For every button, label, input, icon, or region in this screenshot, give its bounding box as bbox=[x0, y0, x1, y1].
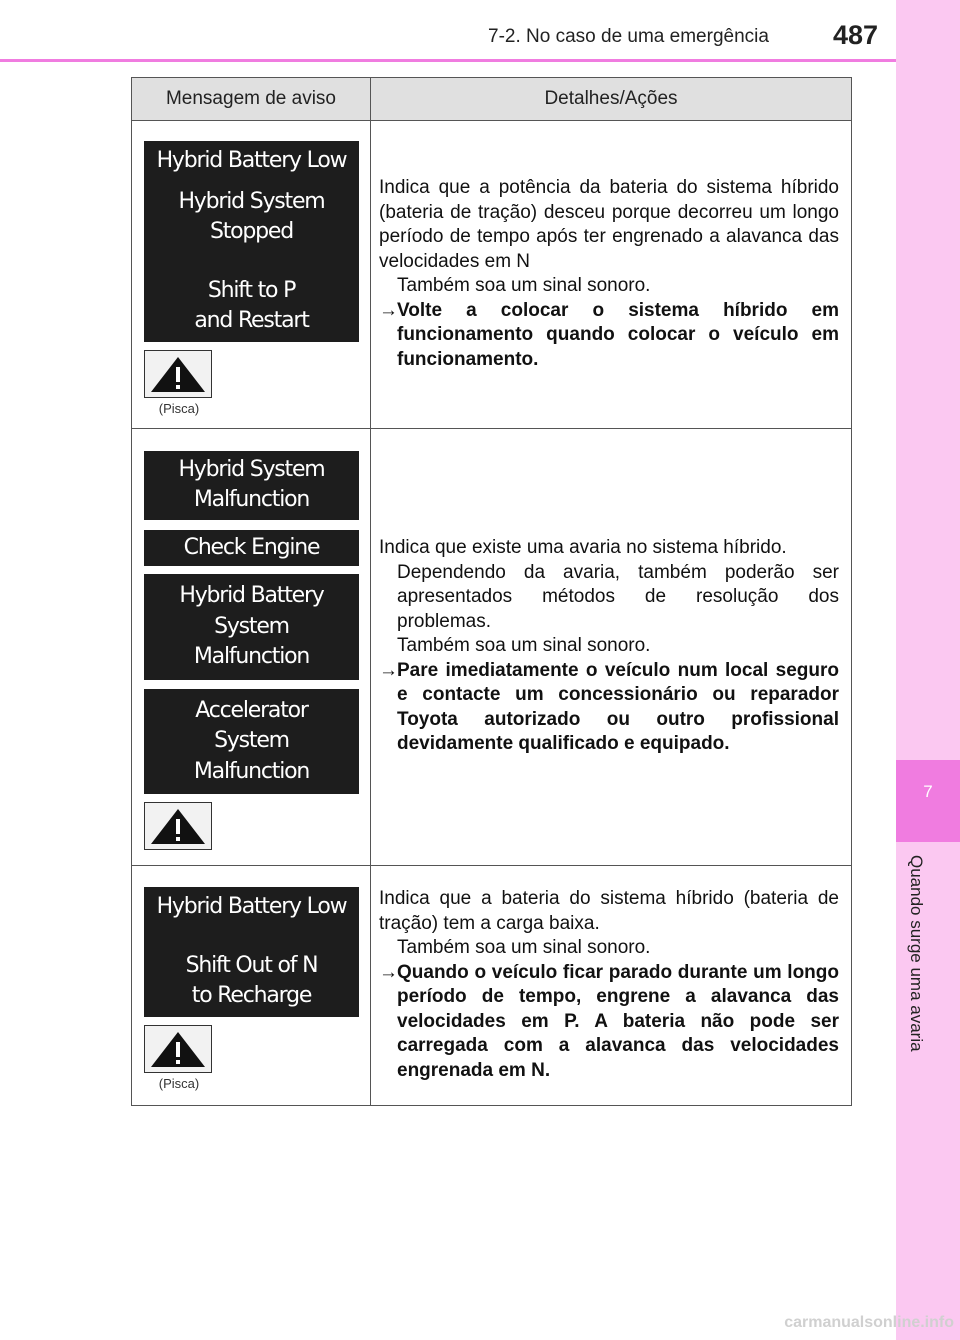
warning-message-cell bbox=[132, 428, 371, 865]
description-text: Indica que a bateria do sistema híbrido (bateria de tração) tem a carga baixa. bbox=[379, 888, 839, 934]
note-text: Também soa um sinal sonoro. bbox=[397, 635, 651, 657]
arrow-icon: → bbox=[379, 659, 398, 681]
check-engine-display: Check Engine bbox=[144, 530, 359, 567]
details-cell bbox=[371, 428, 852, 865]
note-text: Também soa um sinal sonoro. bbox=[397, 275, 651, 297]
flashing-label: (Pisca) bbox=[158, 1075, 200, 1091]
note-text: Dependendo da avaria, também poderão ser apresentados métodos de resolução dos problemas. bbox=[397, 561, 839, 632]
chapter-side-tab[interactable] bbox=[896, 0, 960, 1340]
details-cell bbox=[371, 865, 852, 1105]
master-warning-icon bbox=[144, 802, 212, 850]
hybrid-battery-low-recharge-display: Hybrid Battery Low Shift Out of N to Recharge bbox=[144, 887, 359, 1017]
hybrid-battery-low-display: Hybrid Battery Low Hybrid System Stopped Shift to P and Restart bbox=[144, 141, 359, 342]
description-text: Indica que existe uma avaria no sistema híbrido. bbox=[379, 537, 787, 559]
action-item: → Pare imediatamente o veículo num local seguro e contacte um concessionário ou reparador Toyota autorizado ou outro profissional devidamente qualificado e equipado. bbox=[379, 659, 839, 757]
arrow-icon: → bbox=[379, 299, 398, 321]
master-warning-icon bbox=[144, 1025, 212, 1073]
note-text: Também soa um sinal sonoro. bbox=[397, 937, 651, 958]
header-divider bbox=[0, 59, 896, 62]
column-header-message: Mensagem de aviso bbox=[132, 78, 371, 121]
hybrid-battery-system-malfunction-display: Hybrid Battery System Malfunction bbox=[144, 574, 359, 680]
details-cell bbox=[371, 121, 852, 429]
warning-message-cell bbox=[132, 865, 371, 1105]
table-row bbox=[132, 865, 852, 1105]
page-number: 487 bbox=[833, 20, 879, 50]
warning-messages-table bbox=[131, 77, 852, 1106]
master-warning-icon bbox=[144, 350, 212, 398]
flashing-label: (Pisca) bbox=[158, 400, 200, 416]
action-item: → Volte a colocar o sistema híbrido em funcionamento quando colocar o veículo em funcionamento. bbox=[379, 299, 839, 373]
description-text: Indica que a potência da bateria do sistema híbrido (bateria de tração) desceu porque decorreu um longo período de tempo após ter engrenado a alavanca das velocidades em N bbox=[379, 177, 839, 272]
table-row bbox=[132, 428, 852, 865]
table-header-row bbox=[132, 78, 852, 121]
chapter-number: 7 bbox=[923, 782, 933, 801]
hybrid-system-malfunction-display: Hybrid System Malfunction bbox=[144, 451, 359, 520]
warning-message-cell bbox=[132, 121, 371, 429]
arrow-icon: → bbox=[379, 961, 398, 983]
chapter-title: Quando surge uma avaria bbox=[907, 855, 926, 1052]
column-header-details: Detalhes/Ações bbox=[371, 78, 852, 121]
watermark: carmanualsonline.info bbox=[784, 1314, 954, 1331]
section-title: 7-2. No caso de uma emergência bbox=[488, 26, 769, 47]
accelerator-system-malfunction-display: Accelerator System Malfunction bbox=[144, 689, 359, 795]
table-row bbox=[132, 121, 852, 429]
action-item: → Quando o veículo ficar parado durante um longo período de tempo, engrene a alavanca das velocidades em P. A bateria não pode ser carregada com a alavanca das velocidades engrenada em N. bbox=[379, 961, 839, 1084]
